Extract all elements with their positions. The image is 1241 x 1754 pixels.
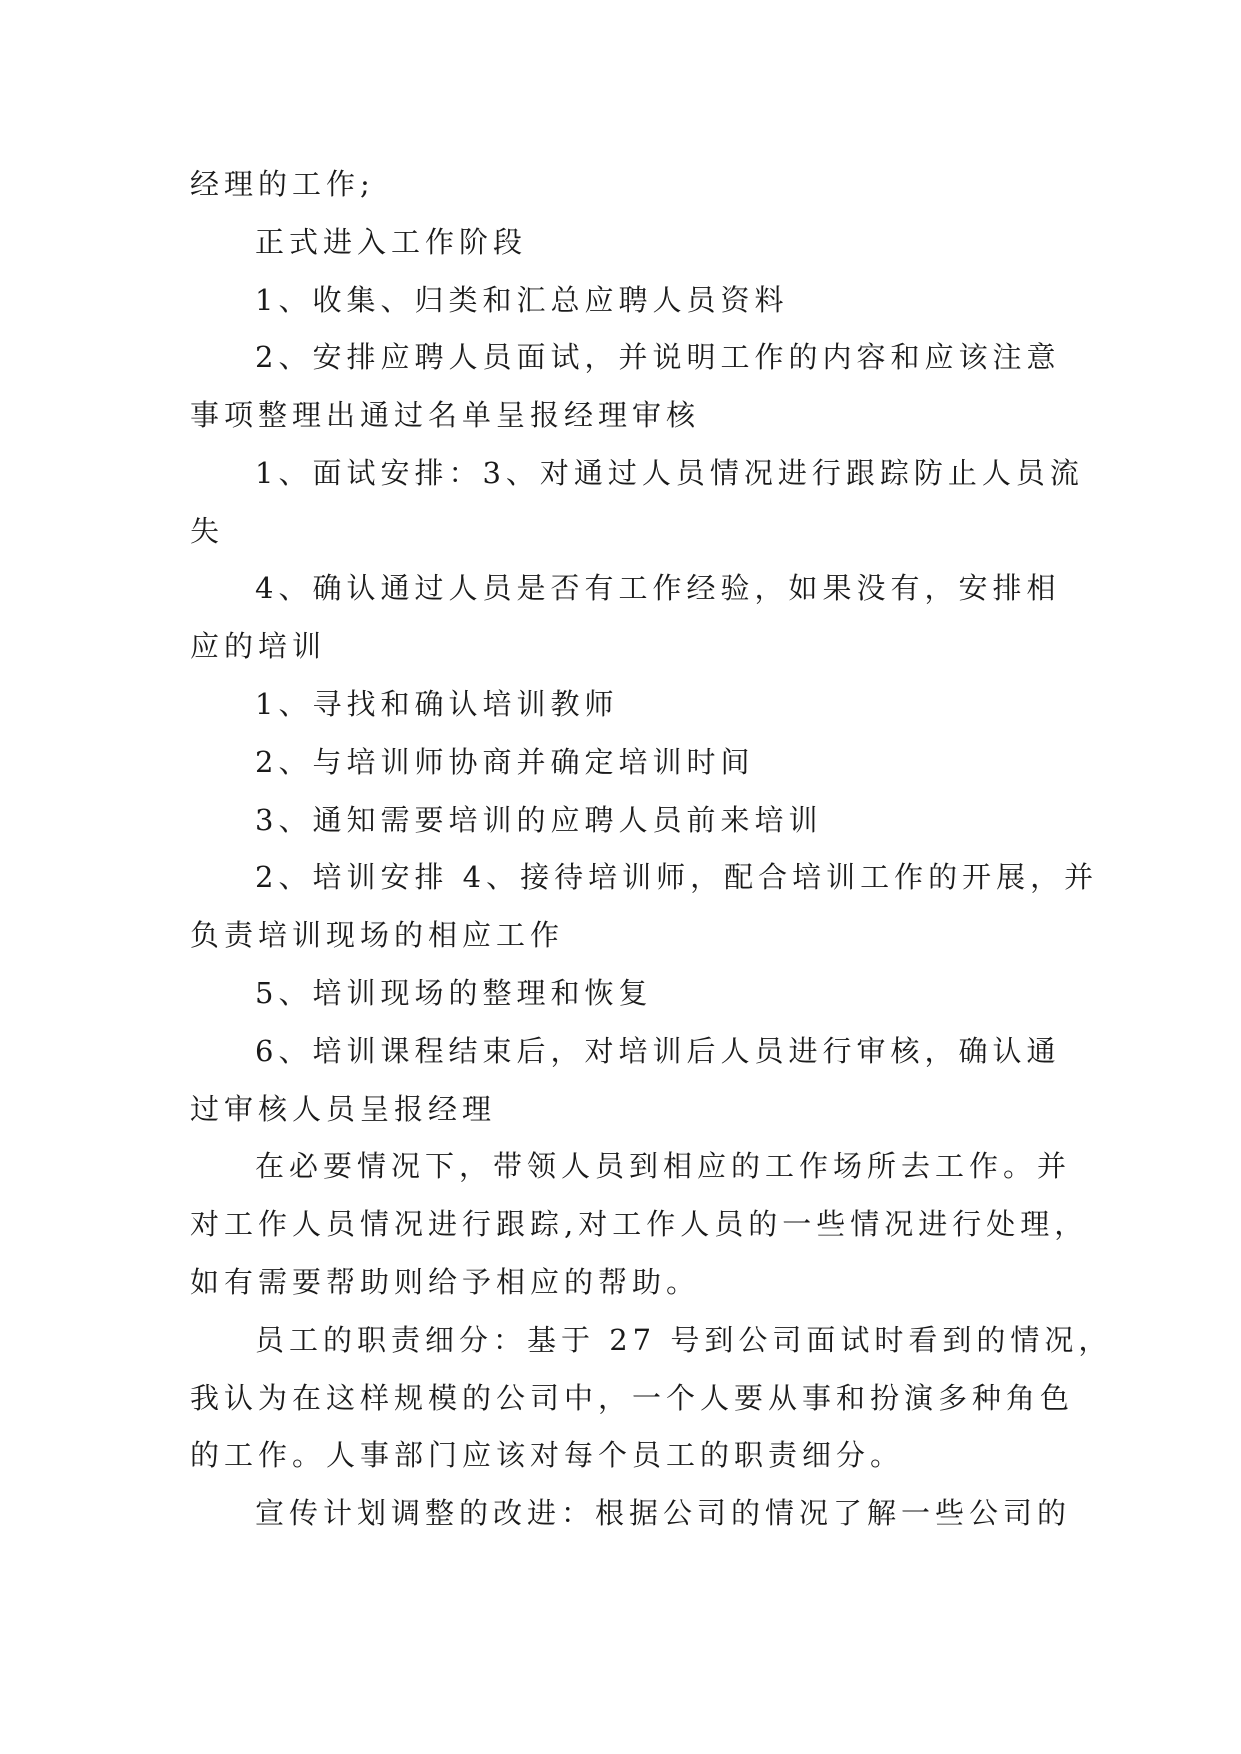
text-line: 2、与培训师协商并确定培训时间	[255, 745, 755, 779]
text-line: 的工作。人事部门应该对每个员工的职责细分。	[190, 1438, 905, 1472]
text-line: 失	[190, 514, 225, 548]
text-line: 4、确认通过人员是否有工作经验，如果没有，安排相	[255, 571, 1061, 605]
text-line: 1、收集、归类和汇总应聘人员资料	[255, 283, 789, 317]
text-line: 我认为在这样规模的公司中，一个人要从事和扮演多种角色	[190, 1381, 1075, 1415]
text-line: 3、通知需要培训的应聘人员前来培训	[255, 803, 823, 837]
text-line: 如有需要帮助则给予相应的帮助。	[190, 1265, 701, 1299]
text-line: 宣传计划调整的改进：根据公司的情况了解一些公司的	[255, 1496, 1072, 1530]
text-line: 2、培训安排 4、接待培训师，配合培训工作的开展，并	[255, 860, 1099, 894]
text-line: 事项整理出通过名单呈报经理审核	[190, 398, 701, 432]
text-line: 负责培训现场的相应工作	[190, 918, 565, 952]
text-line: 过审核人员呈报经理	[190, 1092, 497, 1126]
text-line: 对工作人员情况进行跟踪,对工作人员的一些情况进行处理，	[190, 1207, 1089, 1241]
text-line: 6、培训课程结束后，对培训后人员进行审核，确认通	[255, 1034, 1061, 1068]
text-line: 2、安排应聘人员面试，并说明工作的内容和应该注意	[255, 340, 1061, 374]
text-line: 应的培训	[190, 629, 327, 663]
text-line: 1、面试安排：3、对通过人员情况进行跟踪防止人员流	[255, 456, 1084, 490]
text-line: 5、培训现场的整理和恢复	[255, 976, 653, 1010]
section-heading: 正式进入工作阶段	[255, 225, 528, 259]
text-line: 1、寻找和确认培训教师	[255, 687, 619, 721]
text-line: 员工的职责细分：基于 27 号到公司面试时看到的情况，	[255, 1323, 1113, 1357]
text-line: 在必要情况下，带领人员到相应的工作场所去工作。并	[255, 1149, 1072, 1183]
text-line: 经理的工作;	[190, 167, 375, 201]
